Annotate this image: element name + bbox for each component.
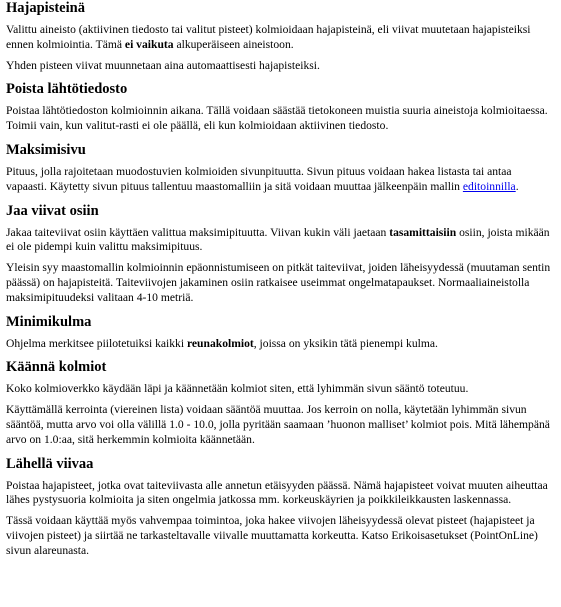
paragraph [6,226,555,256]
paragraph [6,403,555,447]
text: alkuperäiseen aineistoon. [173,37,294,51]
section-title: Minimikulma [6,313,92,330]
paragraph [6,479,555,509]
section-jaa-viivat-osiin [6,203,555,306]
bold-text: tasamittaisiin [389,225,457,239]
section-minimikulma [6,314,555,352]
section-maksimisivu [6,142,555,195]
section-title: Maksimisivu [6,141,86,158]
section-title: Jaa viivat osiin [6,202,99,219]
paragraph [6,514,555,558]
section-lahella-viivaa [6,456,555,559]
section-title: Hajapisteinä [6,0,85,16]
text: Valittu aineisto (aktiivinen tiedosto tai valitut pisteet) kolmioidaan hajapisteinä, eli viivat muutetaan hajapisteiksi ennen kolmiointia. Tämä [6,23,531,51]
text: Koko kolmioverkko käydään läpi ja käännetään kolmiot siten, että lyhimmän sivun sääntö toteutuu. [6,382,469,396]
section-title: Lähellä viivaa [6,455,94,472]
paragraph [6,382,555,397]
paragraph [6,23,555,53]
paragraph [6,59,555,74]
bold-text: ei vaikuta [124,37,174,51]
text: Poistaa hajapisteet, jotka ovat taiteviivasta alle annetun etäisyyden päässä. Nämä hajapisteet voivat muuten aiheuttaa lähes pystysuoria kolmioita ja siten ongelmia jatkossa mm. korkeuskäyrien ja poikkileikkausten laskennassa. [6,478,548,507]
paragraph [6,104,555,134]
text: osiin, joista mikään ei ole pidempi kuin valittu maksimipituus. [6,225,550,254]
bold-text: reunakolmiot [186,336,254,350]
text: Tässä voidaan käyttää myös vahvempaa toimintoa, joka hakee viivojen läheisyydessä olevat pisteet (hajapisteet ja viivojen pisteet) ja siirtää ne tarkasteltavalle viivalle muuttamatta korkeutta. Katso Erikoisasetukset (PointOnLine) sivun alareunasta. [6,514,538,557]
section-title: Käännä kolmiot [6,359,107,376]
text: Käyttämällä kerrointa (viereinen lista) voidaan sääntöä muuttaa. Jos kerroin on nolla, käytetään lyhimmän sivun sääntöä, mutta arvo voi olla välillä 1.0 - 10.0, jolla pyritään saamaan ’huonon malliset’ kolmiot pois. Mitä lähempänä arvo on 1.0:aa, sitä herkemmin kolmioita käännetään. [6,403,550,446]
text: Poistaa lähtötiedoston kolmioinnin aikana. Tällä voidaan säästää tietokoneen muistia suuria aineistoja kolmioitaessa. Toimii vain, kun valitut-rasti ei ole päällä, eli kun kolmioidaan aktiivinen tiedosto. [6,104,548,133]
section-kaanna-kolmiot [6,359,555,447]
text: . [515,179,519,193]
section-hajapisteina [6,0,555,73]
text: Yleisin syy maastomallin kolmioinnin epäonnistumiseen on pitkät taiteviivat, joiden läheisyydessä (muutaman sentin päässä) on hajapisteitä. Taiteviivojen jakaminen osiin ratkaisee useimmat ongelmatapaukset. Normaaliaineistolla maksimipituudeksi valitaan 4-10 metriä. [6,261,551,304]
editointi-link[interactable]: editoinnilla [462,179,516,193]
section-title: Poista lähtötiedosto [6,81,128,98]
text: Jakaa taiteviivat osiin käyttäen valittua maksimipituutta. Viivan kukin väli jaetaan [6,225,390,239]
paragraph [6,261,555,305]
text: Yhden pisteen viivat muunnetaan aina automaattisesti hajapisteiksi. [6,58,320,72]
text: , joissa on yksikin tätä pienempi kulma. [253,336,438,350]
text: Pituus, jolla rajoitetaan muodostuvien kolmioiden sivunpituutta. Sivun pituus voidaan hakea listasta tai antaa vapaasti. Käytetty sivun pituus tallentuu maastomalliin ja sitä voidaan muuttaa jälkeenpäin mallin [6,164,512,193]
text: Ohjelma merkitsee piilotetuiksi kaikki [6,336,187,350]
section-poista-lahtotiedosto [6,81,555,134]
paragraph [6,165,555,195]
paragraph [6,337,555,352]
